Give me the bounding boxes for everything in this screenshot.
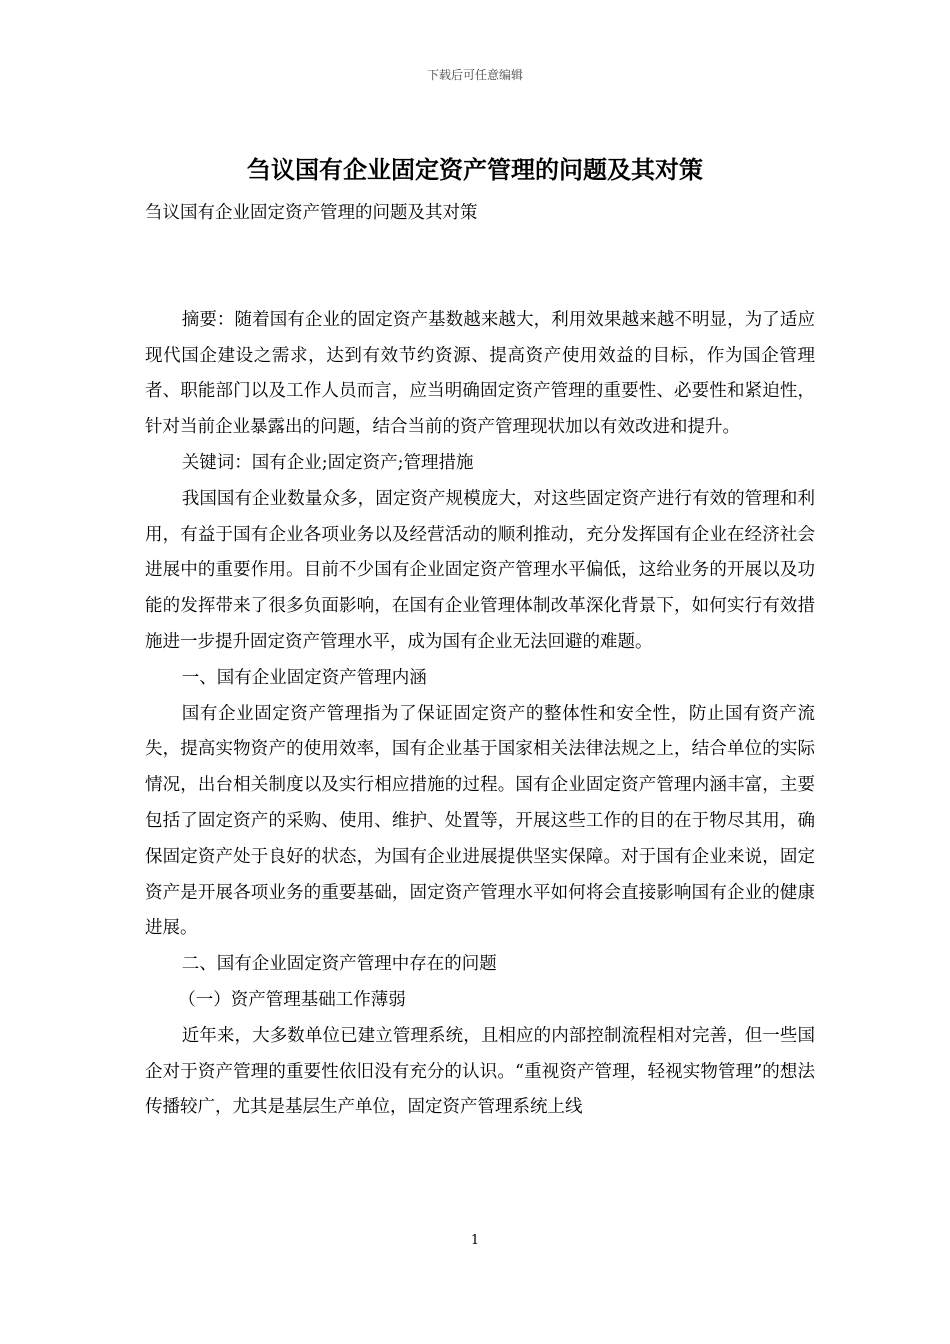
- document-title: 刍议国有企业固定资产管理的问题及其对策: [247, 155, 703, 184]
- page-number: 1: [470, 1233, 480, 1248]
- subsection-1-paragraph: 近年来，大多数单位已建立管理系统，且相应的内部控制流程相对完善，但一些国企对于资产管理的重要性依旧没有充分的认识。“重视资产管理，轻视实物管理”的想法传播较广，尤其是基层生产单位，固定资产管理系统上线: [145, 1025, 815, 1118]
- keywords-paragraph: 关键词：国有企业;固定资产;管理措施: [181, 452, 474, 473]
- subsection-1-heading: （一）资产管理基础工作薄弱: [178, 989, 406, 1010]
- page-header-note: 下载后可任意编辑: [426, 68, 523, 82]
- document-body: [145, 196, 815, 1126]
- section-2-heading: 二、国有企业固定资产管理中存在的问题: [181, 954, 497, 975]
- section-1-heading: 一、国有企业固定资产管理内涵: [181, 667, 427, 688]
- abstract-paragraph: 摘要：随着国有企业的固定资产基数越来越大，利用效果越来越不明显，为了适应现代国企建设之需求，达到有效节约资源、提高资产使用效益的目标，作为国企管理者、职能部门以及工作人员而言，应当明确固定资产管理的重要性、必要性和紧迫性，针对当前企业暴露出的问题，结合当前的资产管理现状加以有效改进和提升。: [145, 309, 815, 438]
- document-subtitle: 刍议国有企业固定资产管理的问题及其对策: [145, 203, 478, 223]
- section-1-paragraph: 国有企业固定资产管理指为了保证固定资产的整体性和安全性，防止国有资产流失，提高实物资产的使用效率，国有企业基于国家相关法律法规之上，结合单位的实际情况，出台相关制度以及实行相应措施的过程。国有企业固定资产管理内涵丰富，主要包括了固定资产的采购、使用、维护、处置等，开展这些工作的目的在于物尽其用，确保固定资产处于良好的状态，为国有企业进展提供坚实保障。对于国有企业来说，固定资产是开展各项业务的重要基础，固定资产管理水平如何将会直接影响国有企业的健康进展。: [145, 703, 815, 939]
- blank-line: [145, 232, 815, 303]
- intro-paragraph: 我国国有企业数量众多，固定资产规模庞大，对这些固定资产进行有效的管理和利用，有益于国有企业各项业务以及经营活动的顺利推动，充分发挥国有企业在经济社会进展中的重要作用。目前不少国有企业固定资产管理水平偏低，这给业务的开展以及功能的发挥带来了很多负面影响，在国有企业管理体制改革深化背景下，如何实行有效措施进一步提升固定资产管理水平，成为国有企业无法回避的难题。: [145, 488, 815, 652]
